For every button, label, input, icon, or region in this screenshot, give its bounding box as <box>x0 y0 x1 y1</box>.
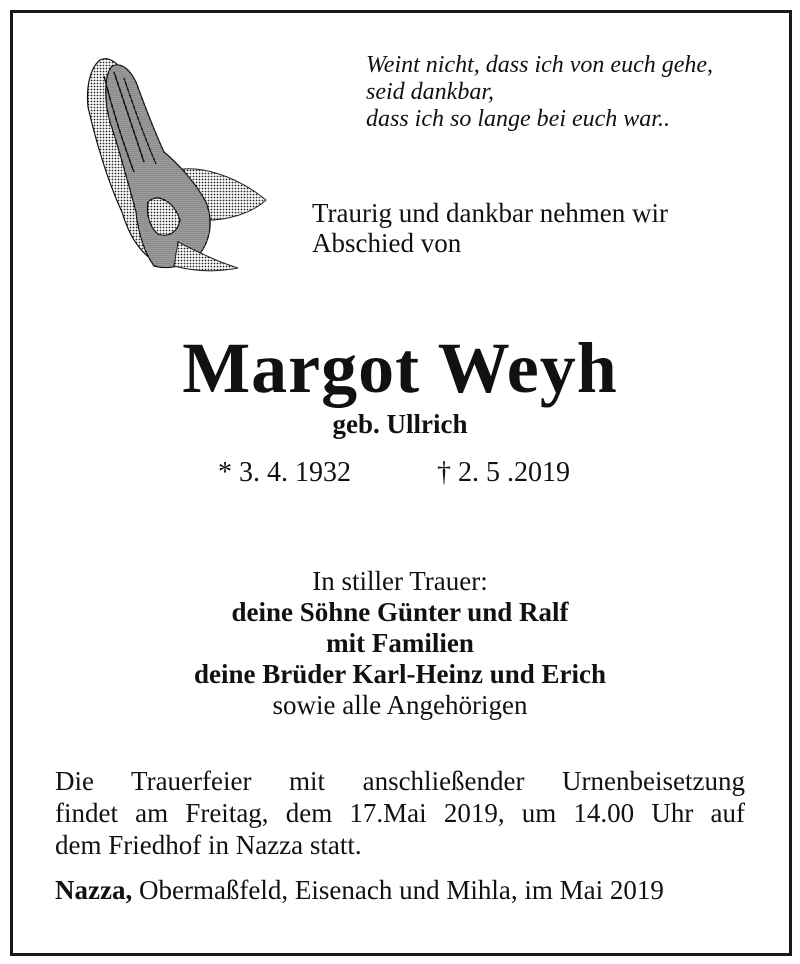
praying-hands-icon <box>78 52 270 274</box>
mourners <box>0 566 800 721</box>
mourners-brothers: deine Brüder Karl-Heinz und Erich <box>193 659 606 689</box>
place-rest: Obermaßfeld, Eisenach und Mihla, im Mai 2019 <box>132 875 664 905</box>
ceremony-notice <box>55 765 745 861</box>
place-and-date <box>55 874 755 906</box>
ceremony-line: Die Trauerfeier mit anschließender Urnenbeisetzung <box>55 766 745 796</box>
place-town: Nazza, <box>55 875 133 905</box>
intro-line: Traurig und dankbar nehmen wir <box>312 198 668 228</box>
intro-text <box>312 198 772 258</box>
verse-line: Weint nicht, dass ich von euch gehe, <box>366 52 714 78</box>
verse-line: seid dankbar, <box>366 79 494 105</box>
verse-line: dass ich so lange bei euch war.. <box>366 106 670 132</box>
ceremony-line: findet am Freitag, dem 17.Mai 2019, um 14.00 Uhr auf <box>55 798 745 828</box>
birth-date: * 3. 4. 1932 <box>218 457 351 488</box>
intro-line: Abschied von <box>312 228 462 258</box>
mourners-sons: deine Söhne Günter und Ralf <box>231 597 569 627</box>
verse <box>366 52 776 133</box>
maiden-name: geb. Ullrich <box>332 409 468 439</box>
mourners-families: mit Familien <box>326 628 474 658</box>
deceased-name: Margot Weyh <box>182 328 618 408</box>
ceremony-line: dem Friedhof in Nazza statt. <box>55 830 362 860</box>
mourners-heading: In stiller Trauer: <box>312 566 488 596</box>
death-date: † 2. 5 .2019 <box>437 457 570 488</box>
mourners-relatives: sowie alle Angehörigen <box>272 690 528 720</box>
